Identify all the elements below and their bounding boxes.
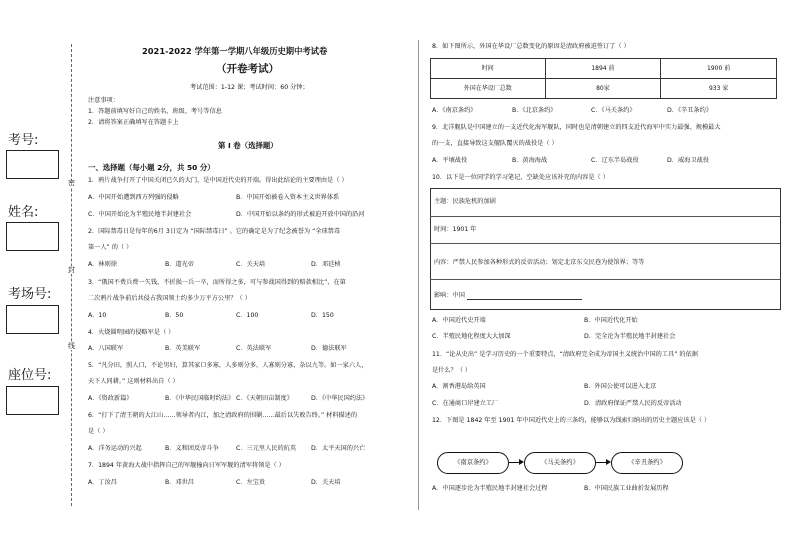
note-divider [430,216,780,217]
notice-heading: 注意事项： [88,97,119,104]
question-text: 第一人” 的（ ） [88,244,133,251]
exam-title: 2021-2022 学年第一学期八年级历史期中考试卷 [142,46,328,56]
option[interactable]: C．《马关条约》 [591,107,636,114]
option[interactable]: B．道光帝 [165,261,194,268]
option[interactable]: C．半殖民地化程度大大加深 [432,333,511,340]
option[interactable]: C．在通商口岸建立工厂 [432,400,499,407]
binding-char-feng: 封 [68,266,75,274]
option[interactable]: A．《南京条约》 [432,107,477,114]
option[interactable]: A．10 [88,312,107,319]
option[interactable]: C．辽东半岛战役 [591,157,639,164]
option[interactable]: C．左宝贵 [236,479,266,486]
option[interactable]: A．八国联军 [88,345,124,352]
option[interactable]: A．《资政新篇》 [88,395,133,402]
exam-scope: 考试范围：1-12 课；考试时间：60 分钟； [190,84,309,91]
question-text: 4．火烧圆明园的侵略军是（ ） [88,329,175,336]
table-cell: 80家 [545,79,661,99]
option[interactable]: D．德法联军 [311,345,347,352]
binding-char-xian: 线 [68,342,75,350]
question-text: 的一支，直接导致这支舰队覆灭的战役是（ ） [432,140,558,147]
option[interactable]: B．英美联军 [165,345,201,352]
note-time: 时间：1901 年 [434,226,477,233]
option[interactable]: C．三元里人民的抗英 [236,445,297,452]
note-divider [430,279,780,280]
option[interactable]: A．割香港岛给英国 [432,383,486,390]
option[interactable]: A．林则徐 [88,261,117,268]
option[interactable]: C．中国开始沦为半殖民地半封建社会 [88,211,192,218]
flow-node-xinchou: 《辛丑条约》 [611,452,683,474]
question-text: 10．以下是一位同学的学习笔记，空缺处应该补充的内容是（ ） [432,174,609,181]
seat-number-field[interactable] [6,386,59,415]
option[interactable]: B．50 [165,312,184,319]
note-divider [430,243,780,244]
option[interactable]: D．中国开始以条约的形式被迫开放中国的沿河 [236,211,365,218]
option[interactable]: C．英法联军 [236,345,272,352]
name-label: 姓名: [8,205,39,220]
table-cell: 933 家 [661,79,777,99]
exam-number-field[interactable] [6,150,59,179]
question-text: 8．如下图所示，外国在华设厂总数变化的原因是清政府被迫签订了（ ） [432,43,630,50]
option[interactable]: C．100 [236,312,259,319]
table-cell: 外国在华设厂总数 [431,79,546,99]
option[interactable]: B．中国近代化开始 [584,317,638,324]
question-text: 3．“俄国不费兵费一矢钱，不折损一兵一卒，而所得之多，可与参战国得到的赔款相比”，在第 [88,279,346,286]
question-text: 7．1894 年黄海大战中指挥自己的军舰撞向日军军舰的清军将领是（ ） [88,462,285,469]
option[interactable]: A．平壤战役 [432,157,468,164]
question-text: 5．“凡分田，照人口，不论男妇，算其家口多寡，人多则分多，人寡则分寡，杂以九等。如一家六人， [88,362,368,369]
question-text: 二次鸦片战争前后共侵占我国领土约多少万平方公里？（ ） [88,295,251,302]
note-content: 内容：严禁人民参加各种形式的反帝活动；划定北京东交民巷为使馆界；等等 [434,259,645,266]
option[interactable]: D．清政府保证严禁人民的反帝活动 [584,400,682,407]
option[interactable]: D．《辛丑条约》 [667,107,712,114]
option[interactable]: C．关天培 [236,261,266,268]
option[interactable]: D．完全沦为半殖民地半封建社会 [584,333,676,340]
option[interactable]: B．邓世昌 [165,479,194,486]
question-text: 11．“论从史出” 是学习历史的一个重要特点，“清政府完全成为帝国主义统治中国的工具” 的依据 [432,351,698,358]
table-cell: 1894 前 [545,59,661,79]
seat-number-label: 座位号: [8,368,52,383]
table-cell: 1900 前 [661,59,777,79]
notice-item: 1．答题前填写好自己的姓名、班级、考号等信息 [88,108,222,115]
question-text: 是（ ） [88,428,109,435]
factory-table [430,58,777,99]
option[interactable]: B．中国开始被卷入资本主义世界体系 [236,194,340,201]
question-text: 12．下图是 1842 年至 1901 年中国近代史上的三条约，能够以为线索归纳出的历史主题应该是（ ） [432,417,711,424]
option[interactable]: D．威海卫战役 [667,157,709,164]
question-text: 是什么？（ ） [432,367,472,374]
option[interactable]: A．中国开始遭到西方列强的侵略 [88,194,179,201]
column-divider [418,40,419,510]
option[interactable]: D．《中华民国约法》 [311,395,369,402]
notice-item: 2．请将答案正确填写在答题卡上 [88,119,179,126]
question-text: 6．“打下了清王朝的大江山……领导者内江，加之清政府的围剿……最后以失败告终。” 材料描述的 [88,412,358,419]
option[interactable]: B．黄海海战 [512,157,548,164]
question-text: 1．鸦片战争打开了中国关闭已久的大门，是中国近代史的开端。得出此结论的主要理由是（ ） [88,177,348,184]
option[interactable]: D．太平天国的兴亡 [311,445,366,452]
option[interactable]: D．150 [311,312,334,319]
option[interactable]: B．《中华民国临时约法》 [165,395,235,402]
binding-char-mi: 密 [68,179,75,187]
binding-line [71,44,72,506]
option[interactable]: A．洋务运动的兴起 [88,445,142,452]
option[interactable]: D．关天培 [311,479,341,486]
option[interactable]: A．中国逐步沦为半殖民地半封建社会过程 [432,485,548,492]
question-text: 天下人同耕。” 这则材料出自（ ） [88,378,179,385]
note-theme: 主题：民族危机的加剧 [434,198,496,205]
option[interactable]: B．《北京条约》 [512,107,557,114]
option[interactable]: C．《天朝田亩制度》 [236,395,293,402]
name-field[interactable] [6,222,59,251]
study-note-box [430,188,781,310]
option[interactable]: B．义和团反帝斗争 [165,445,219,452]
table-cell: 时间 [431,59,546,79]
option[interactable]: B．外国公使可以进入北京 [584,383,657,390]
option[interactable]: B．中国民族工业曲折发展历程 [584,485,669,492]
option[interactable]: A．丁汝昌 [88,479,117,486]
exam-subtitle: （开卷考试） [216,63,279,75]
exam-room-field[interactable] [6,305,59,334]
note-impact: 影响：中国 [434,292,465,299]
exam-room-label: 考场号: [8,287,52,302]
flow-node-nanjing: 《南京条约》 [437,452,509,474]
part-heading: 第 I 卷（选择题） [218,141,278,150]
impact-blank[interactable] [467,299,582,300]
question-text: 9．北洋舰队是中国建立的一支近代化海军舰队，同时也是清朝建立的四支近代海军中实力最强、规模最大 [432,124,721,131]
option[interactable]: D．邓廷桢 [311,261,341,268]
option[interactable]: A．中国近代史开端 [432,317,486,324]
question-text: 2．国际禁毒日是每年的6月 3日定为 “国际禁毒日” 。它的确定是为了纪念被誉为 “全球禁毒 [88,228,341,235]
flow-node-maguan: 《马关条约》 [524,452,596,474]
section-heading: 一、选择题（每小题 2分，共 50 分） [88,163,215,172]
exam-number-label: 考号: [8,133,39,148]
